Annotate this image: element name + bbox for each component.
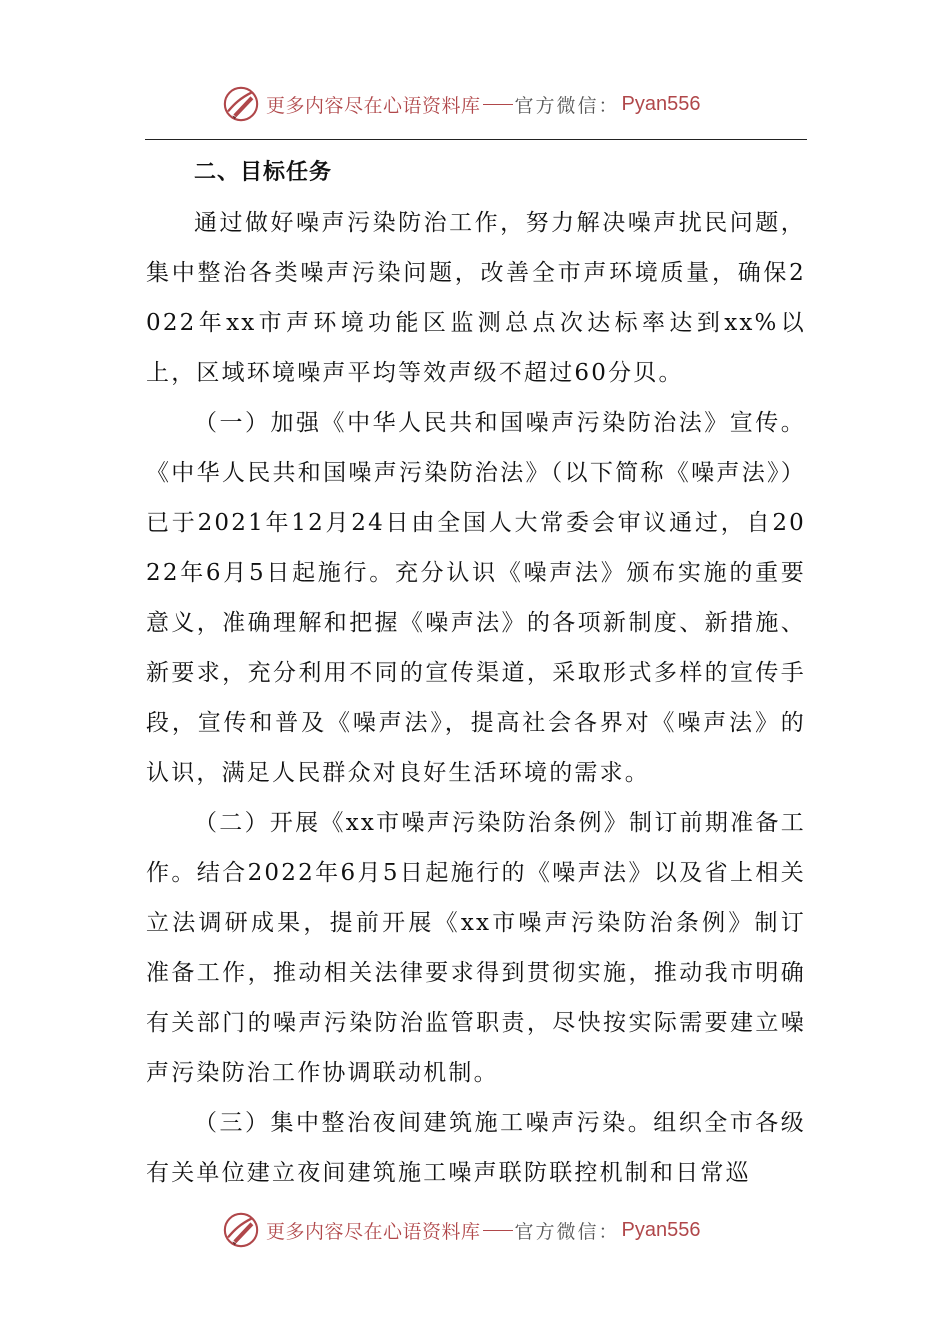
header-banner bbox=[222, 84, 742, 124]
paragraph-goals: 通过做好噪声污染防治工作，努力解决噪声扰民问题，集中整治各类噪声污染问题，改善全市声环境质量，确保2022年xx市声环境功能区监测总点次达标率达到xx%以上，区域环境噪声平均等效声级不超过60分贝。 bbox=[146, 210, 806, 386]
banner-wechat-id: Pyan556 bbox=[621, 1218, 701, 1241]
section-heading: 二、目标任务 bbox=[194, 160, 333, 185]
footer-banner bbox=[222, 1210, 742, 1250]
paragraph-task-1: （一）加强《中华人民共和国噪声污染防治法》宣传。《中华人民共和国噪声污染防治法》（以下简称《噪声法》）已于2021年12月24日由全国人大常委会审议通过，自2022年6月5日起施行。充分认识《噪声法》颁布实施的重要意义，准确理解和把握《噪声法》的各项新制度、新措施、新要求，充分利用不同的宣传渠道，采取形式多样的宣传手段，宣传和普及《噪声法》，提高社会各界对《噪声法》的认识，满足人民群众对良好生活环境的需求。 bbox=[146, 410, 806, 786]
paragraph-task-3: （三）集中整治夜间建筑施工噪声污染。组织全市各级有关单位建立夜间建筑施工噪声联防联控机制和日常巡 bbox=[146, 1110, 806, 1186]
document-body bbox=[146, 148, 806, 1198]
header-rule bbox=[145, 139, 807, 140]
banner-wechat-label: 官方微信： bbox=[514, 94, 620, 117]
banner-wechat-id: Pyan556 bbox=[621, 92, 701, 115]
pen-circle-logo-icon bbox=[222, 85, 260, 123]
pen-circle-logo-icon bbox=[222, 1211, 260, 1249]
banner-main-text: 更多内容尽在心语资料库 bbox=[266, 94, 481, 117]
paragraph-task-2: （二）开展《xx市噪声污染防治条例》制订前期准备工作。结合2022年6月5日起施行的《噪声法》以及省上相关立法调研成果，提前开展《xx市噪声污染防治条例》制订准备工作，推动相关法律要求得到贯彻实施，推动我市明确有关部门的噪声污染防治监管职责，尽快按实际需要建立噪声污染防治工作协调联动机制。 bbox=[146, 810, 806, 1086]
banner-dash-divider bbox=[483, 104, 513, 105]
banner-wechat-label: 官方微信： bbox=[514, 1220, 620, 1243]
banner-dash-divider bbox=[483, 1230, 513, 1231]
banner-main-text: 更多内容尽在心语资料库 bbox=[266, 1220, 481, 1243]
